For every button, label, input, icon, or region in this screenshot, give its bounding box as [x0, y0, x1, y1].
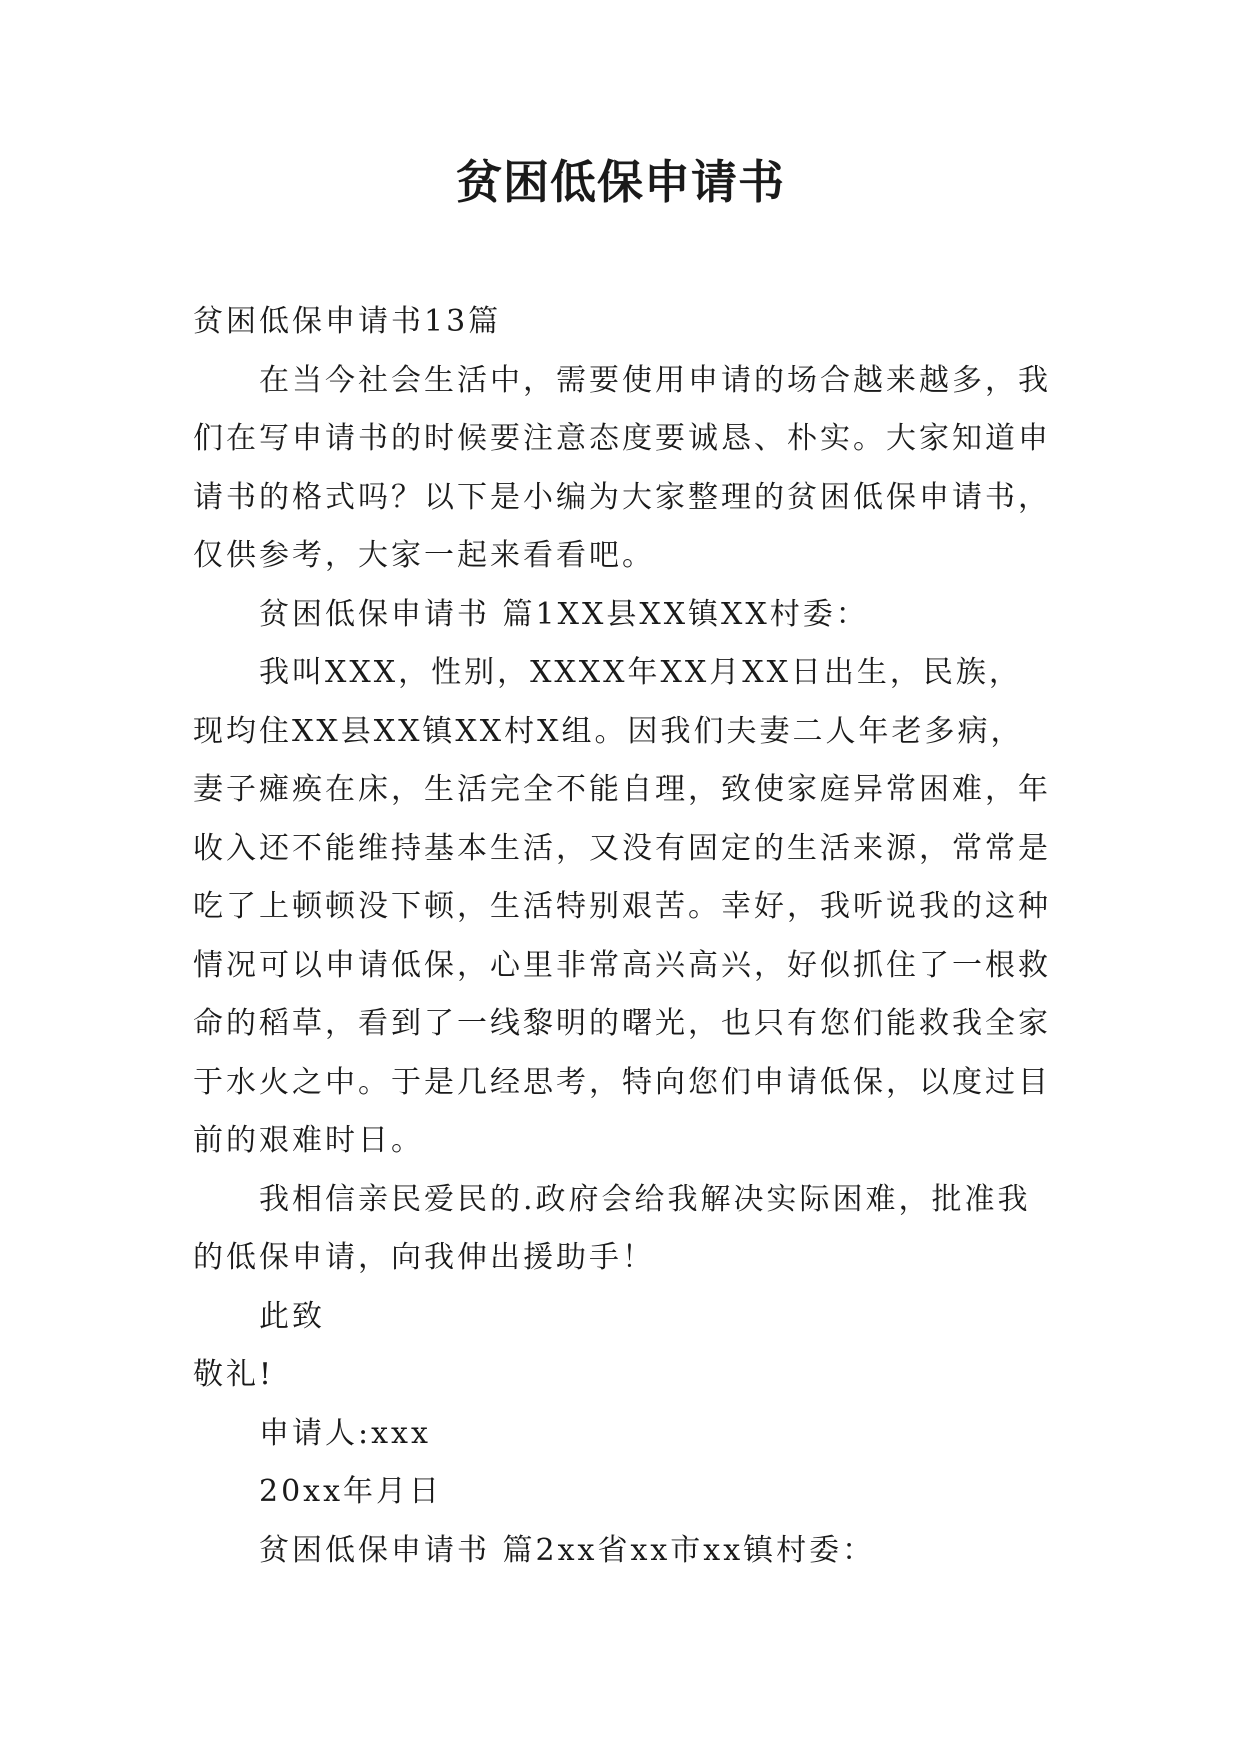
section-2-heading: 贫困低保申请书 篇2xx省xx市xx镇村委：	[259, 1532, 876, 1568]
subtitle-line: 贫困低保申请书13篇	[193, 304, 502, 339]
intro-paragraph: 在当今社会生活中，需要使用申请的场合越来越多，我们在写申请书的时候要注意态度要诚恳、朴实。大家知道申请书的格式吗？以下是小编为大家整理的贫困低保申请书，仅供参考，大家一起来看看吧。	[193, 362, 1051, 573]
salutation-line: 此致	[259, 1298, 325, 1334]
document-body	[193, 293, 1053, 1580]
regards-line: 敬礼!	[193, 1357, 275, 1392]
section-1-heading: 贫困低保申请书 篇1XX县XX镇XX村委：	[259, 596, 869, 632]
section-1-closing-paragraph: 我相信亲民爱民的.政府会给我解决实际困难，批准我的低保申请，向我伸出援助手！	[193, 1181, 1031, 1275]
section-1-body: 我叫XXX，性别，XXXX年XX月XX日出生，民族，现均住XX县XX镇XX村X组。因我们夫妻二人年老多病，妻子瘫痪在床，生活完全不能自理，致使家庭异常困难，年收入还不能维持基本生活，又没有固定的生活来源，常常是吃了上顿顿没下顿，生活特别艰苦。幸好，我听说我的这种情况可以申请低保，心里非常高兴高兴，好似抓住了一根救命的稻草，看到了一线黎明的曙光，也只有您们能救我全家于水火之中。于是几经思考，特向您们申请低保，以度过目前的艰难时日。	[193, 655, 1051, 1158]
applicant-line: 申请人:xxx	[259, 1415, 431, 1451]
document-title: 贫困低保申请书	[456, 155, 785, 209]
date-line: 20xx年月日	[259, 1474, 443, 1509]
